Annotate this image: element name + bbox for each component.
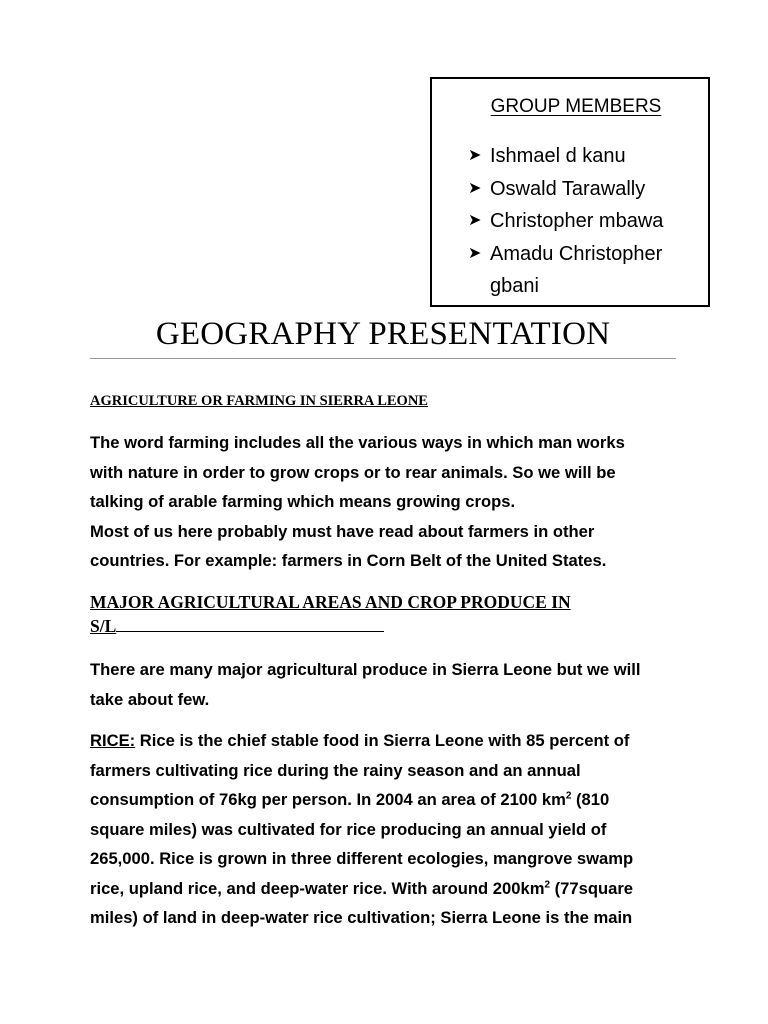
member-item <box>468 238 663 303</box>
heading-line: MAJOR AGRICULTURAL AREAS AND CROP PRODUCE IN <box>90 592 571 612</box>
rice-label: RICE: <box>90 731 136 750</box>
text-line: (810 <box>571 790 610 809</box>
superscript: 2 <box>544 878 551 890</box>
text-line: square miles) was cultivated for rice producing an annual yield of <box>90 819 607 839</box>
member-name: Ishmael d kanu <box>490 145 626 167</box>
text-line: consumption of 76kg per person. In 2004 an area of 2100 km <box>90 790 566 809</box>
group-members-box <box>430 77 710 307</box>
text-line: countries. For example: farmers in Corn Belt of the United States. <box>90 551 607 570</box>
title-divider <box>90 358 676 359</box>
text-line: rice, upland rice, and deep-water rice. With around 200km <box>90 878 545 898</box>
arrow-bullet-icon: ➤ <box>468 244 482 262</box>
member-name-continued: gbani <box>490 275 539 297</box>
member-name: Amadu Christopher <box>490 242 663 265</box>
member-item <box>468 140 663 173</box>
text-line: with nature in order to grow crops or to rear animals. So we will be <box>90 462 616 482</box>
group-members-title: GROUP MEMBERS <box>490 96 662 117</box>
text-line: Most of us here probably must have read about farmers in other <box>90 521 595 541</box>
arrow-bullet-icon: ➤ <box>468 212 482 229</box>
arrow-bullet-icon: ➤ <box>468 179 482 197</box>
paragraph-farming-intro <box>90 428 690 576</box>
text-line: (77square <box>550 878 634 898</box>
text-line: take about few. <box>90 689 210 709</box>
paragraph-major-produce <box>90 655 690 714</box>
superscript: 2 <box>565 790 572 802</box>
text-line: Rice is the chief stable food in Sierra Leone with 85 percent of <box>135 731 630 750</box>
text-line: farmers cultivating rice during the rainy season and an annual <box>90 760 581 780</box>
page-title: GEOGRAPHY PRESENTATION <box>155 316 611 352</box>
member-item <box>468 205 663 238</box>
heading-underline-rule <box>116 616 384 632</box>
member-name: Christopher mbawa <box>490 210 664 232</box>
text-line: There are many major agricultural produce in Sierra Leone but we will <box>90 660 641 679</box>
arrow-bullet-icon: ➤ <box>468 147 482 164</box>
member-item <box>468 173 663 206</box>
text-line: 265,000. Rice is grown in three different ecologies, mangrove swamp <box>90 849 634 868</box>
text-line: talking of arable farming which means growing crops. <box>90 492 516 511</box>
section-heading-major-areas <box>90 590 690 638</box>
paragraph-rice <box>90 726 690 933</box>
heading-line: S/L <box>90 616 117 636</box>
section-heading-agriculture: AGRICULTURE OR FARMING IN SIERRA LEONE <box>90 393 428 409</box>
member-name: Oswald Tarawally <box>490 177 646 200</box>
group-members-list <box>468 140 663 303</box>
text-line: miles) of land in deep-water rice cultivation; Sierra Leone is the main <box>90 908 633 927</box>
text-line: The word farming includes all the various ways in which man works <box>90 433 625 452</box>
